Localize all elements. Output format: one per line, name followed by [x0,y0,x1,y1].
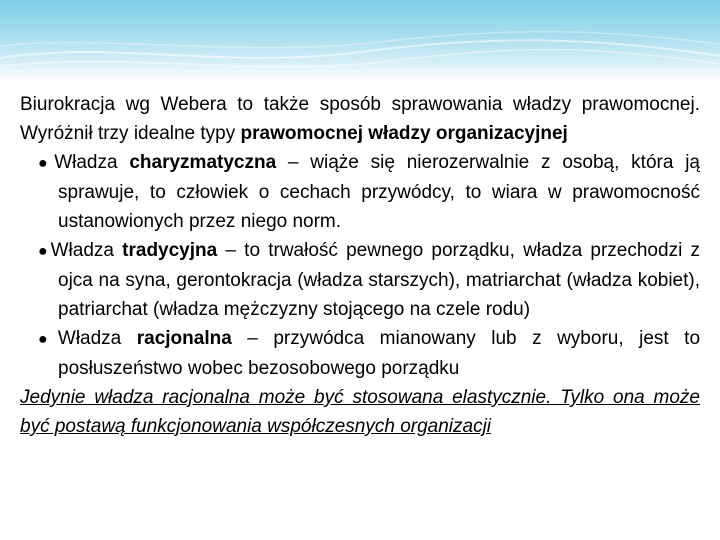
bullet-traditional [20,236,700,324]
conclusion-paragraph: Jedynie władza racjonalna może być stosowana elastycznie. Tylko ona może być postawą funkcjonowania współczesnych organizacji [20,387,700,437]
bullet-dot-icon: ● [38,331,58,348]
bullet-bold-term: charyzmatyczna [129,152,277,173]
bullet-prefix: Władza [50,240,123,261]
header-band [0,0,720,80]
bullet-description: – przywódca mianowany lub z wyboru, jest to posłuszeństwo wobec bezosobowego porządku [58,328,701,379]
bullet-charismatic [20,148,700,236]
bullet-dot-icon: ● [38,155,55,172]
header-wave-decoration [0,0,720,80]
bullet-bold-term: racjonalna [136,328,232,349]
content-text-box [20,90,700,441]
bullet-bold-term: tradycyjna [122,240,218,261]
bullet-description: – wiąże się nierozerwalnie z osobą, która ją sprawuje, to człowiek o cechach przywódcy, to wiara w prawomocność ustanowionych przez niego norm. [58,152,700,232]
intro-text: Biurokracja wg Webera to także sposób sprawowania władzy prawomocnej. Wyróżnił trzy idealne typy [20,94,700,144]
bullet-prefix: Władza [54,152,130,173]
bullet-description: – to trwałość pewnego porządku, władza przechodzi z ojca na syna, gerontokracja (władza starszych), matriarchat (władza kobiet), patriarchat (władza mężczyzny stojącego na czele rodu) [58,240,700,320]
intro-bold-text: prawomocnej władzy organizacyjnej [240,123,568,144]
bullet-rational [20,324,700,383]
intro-paragraph [20,90,700,148]
bullet-prefix: Władza [57,328,137,349]
bullet-dot-icon: ● [38,243,51,260]
